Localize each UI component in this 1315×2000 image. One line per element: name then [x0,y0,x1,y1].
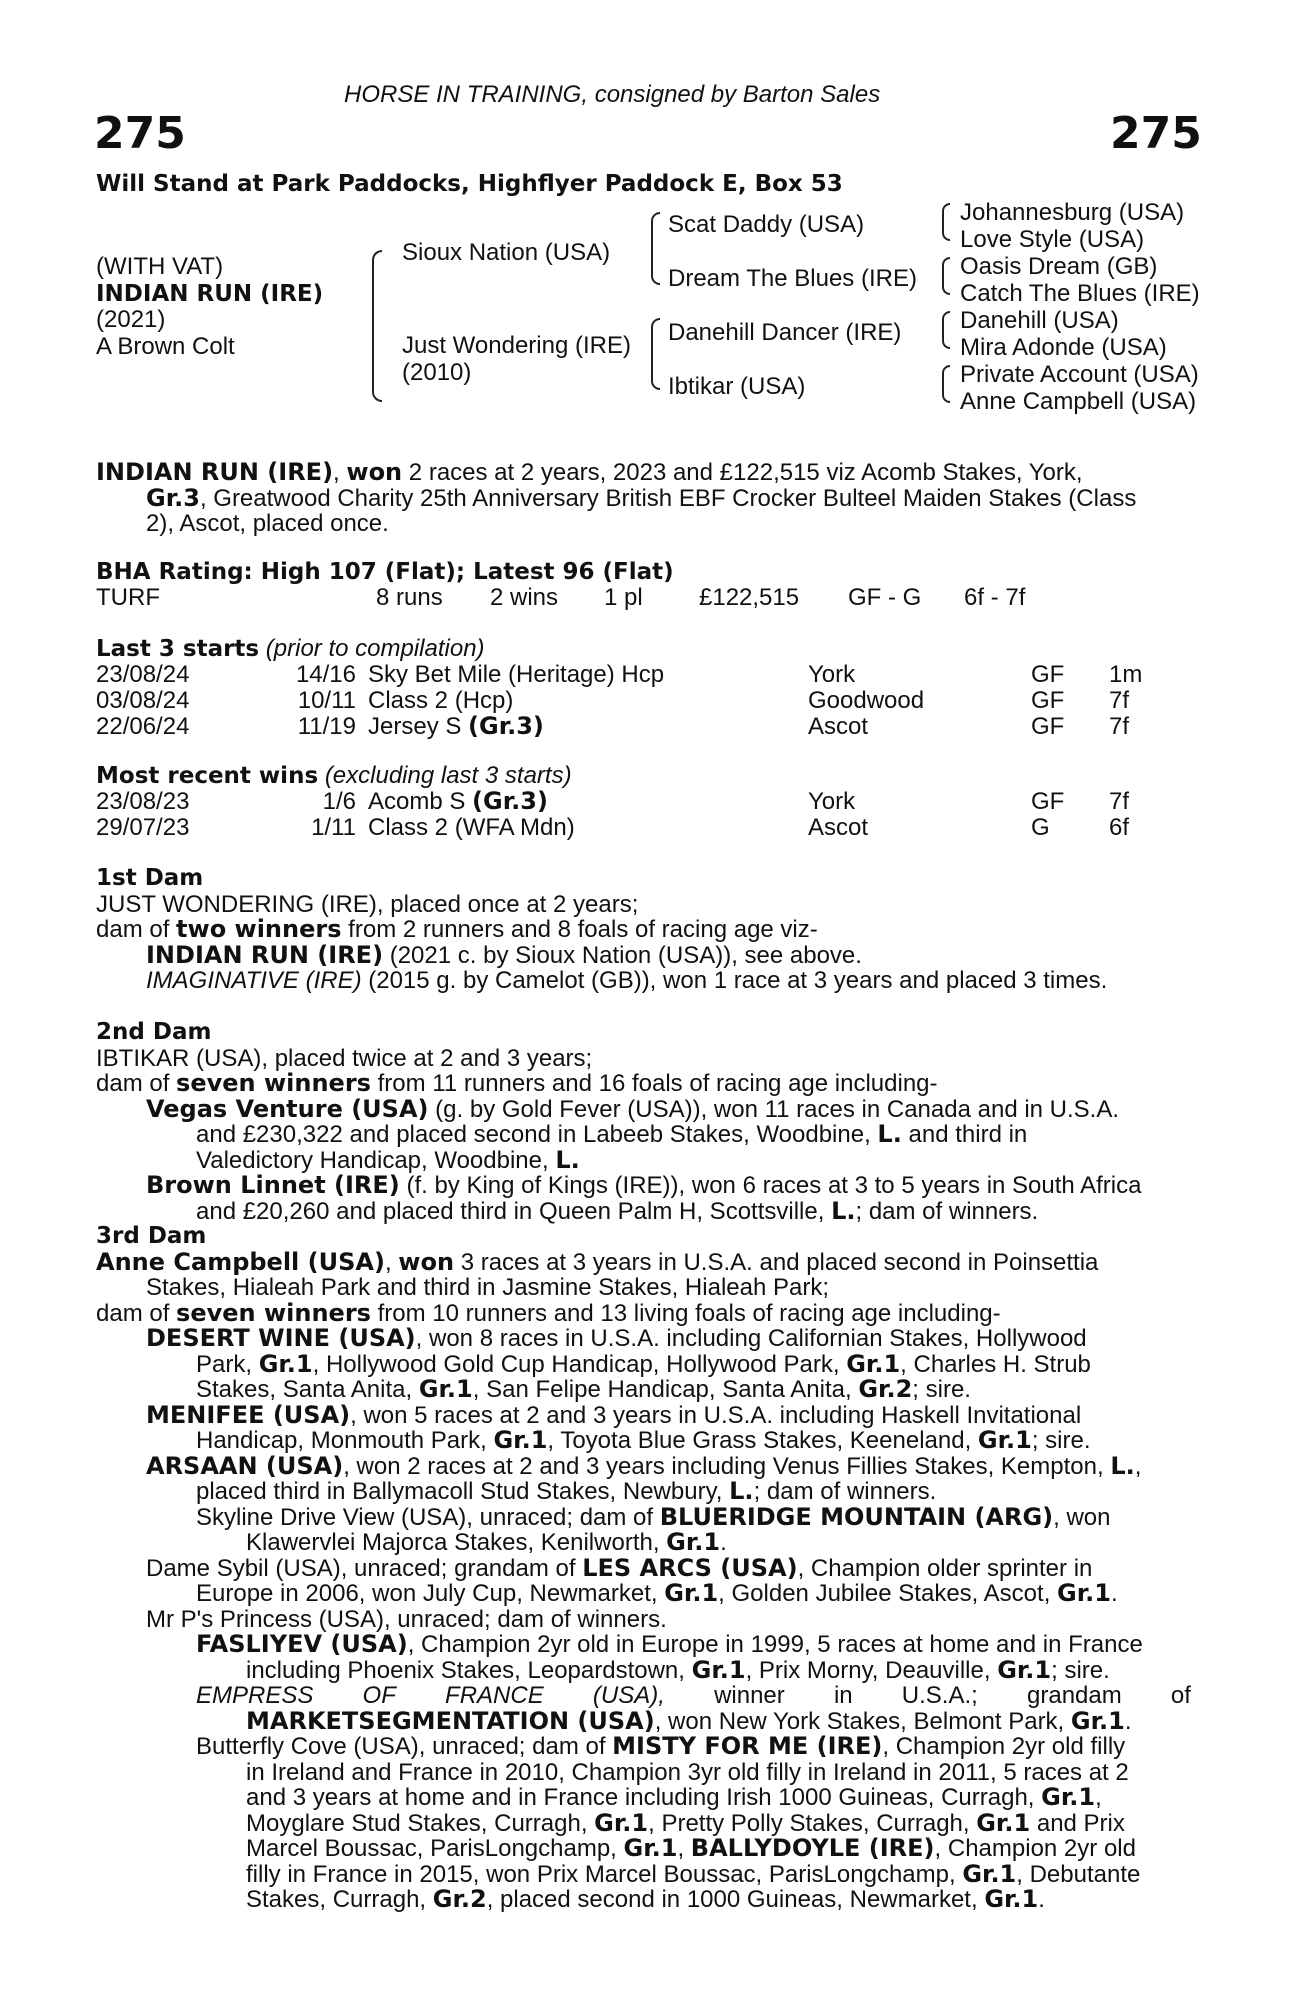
produce-name: BLUERIDGE MOUNTAIN (ARG) [659,1502,1054,1531]
race-name: Class 2 (WFA Mdn) [368,814,575,841]
stat-surface: TURF [96,584,160,611]
text: Valedictory Handicap, Woodbine, [196,1146,556,1174]
race-name: Class 2 (Hcp) [368,687,514,714]
produce-name: DESERT WINE (USA) [146,1324,416,1352]
text: , San Felipe Handicap, Santa Anita, [472,1376,859,1403]
produce-name: FASLIYEV (USA) [196,1630,408,1658]
last3-table [96,662,1196,742]
race-position [311,814,575,841]
text: from 11 runners and 16 foals of racing age including- [370,1070,938,1097]
text: (2015 g. by Camelot (GB)), won 1 race at 3 years and placed 3 times. [361,967,1108,994]
grade-label: Gr.1 [594,1808,649,1837]
race-course: York [808,788,856,815]
stat-runs: 8 runs [376,584,443,611]
produce-name: INDIAN RUN (IRE) [146,940,384,969]
text: , Champion 2yr old in Europe in 1999, 5 races at home and in France [407,1631,1143,1658]
produce-entry [96,940,1191,969]
pedigree-brace [372,325,382,402]
race-distance: 7f [1109,788,1130,815]
grade-label: Gr.1 [1041,1783,1096,1811]
text: , placed second in 1000 Guineas, Newmarket, [486,1886,985,1913]
grade-label: L. [831,1196,856,1225]
race-course: Goodwood [808,687,925,714]
produce-entry [96,1145,1191,1174]
race-name: Jersey S [368,713,469,740]
grade-label: Gr.2 [432,1885,487,1913]
last3-note: (prior to compilation) [265,635,485,662]
text: dam of [96,1299,177,1327]
text: placed third in Ballymacoll Stud Stakes, Newbury, [196,1478,730,1505]
word: (USA), [592,1682,665,1709]
text: Europe in 2006, won July Cup, Newmarket, [196,1580,665,1607]
pedigree-sire-sire: Scat Daddy (USA) [668,211,865,238]
text: dam of [96,916,177,943]
pedigree-gen3 [960,199,1200,415]
recent-note: (excluding last 3 starts) [324,762,572,789]
text: , Toyota Blue Grass Stakes, Keeneland, [547,1427,978,1454]
text: dam of [96,1070,177,1097]
first-dam-title: 1st Dam [96,865,204,891]
pedigree-sire-dam: Dream The Blues (IRE) [668,265,917,292]
text: Moyglare Stud Stakes, Curragh, [246,1809,595,1837]
produce-entry [96,1706,1191,1735]
recent-heading [96,763,572,790]
recent-table [96,789,1196,843]
text: including Phoenix Stakes, Leopardstown, [246,1656,692,1684]
grade-label: Gr.1 [493,1426,548,1454]
grade-label: Gr.1 [691,1655,746,1684]
pedigree-brace [651,352,660,390]
text: Handicap, Monmouth Park, [196,1427,494,1454]
grade-label: Gr.1 [997,1655,1052,1684]
text: . [1124,1707,1132,1735]
grade-label: Gr.1 [666,1528,721,1556]
grade-label: Gr.2 [858,1375,913,1403]
text: filly in France in 2015, won Prix Marcel Boussac, ParisLongchamp, [246,1860,963,1888]
produce-entry [96,1887,1191,1913]
pedigree-ssd: Love Style (USA) [960,226,1145,253]
summary-line [96,483,1191,512]
text: Park, [196,1350,259,1378]
race-date: 23/08/24 [96,661,190,688]
race-name: Sky Bet Mile (Heritage) Hcp [368,661,665,688]
text: Skyline Drive View (USA), unraced; dam of [196,1503,660,1531]
grade-label: Gr.1 [962,1859,1017,1888]
race-position [297,687,514,714]
pedigree-sdd: Catch The Blues (IRE) [960,280,1200,307]
text: Stakes, Curragh, [246,1886,433,1913]
text: , Champion 2yr old filly [882,1733,1126,1760]
recent-title: Most recent wins [96,763,319,789]
word: FRANCE [445,1682,544,1709]
text: from 10 runners and 13 living foals of racing age including- [370,1299,1001,1327]
finish-position: 1/6 [322,788,356,815]
produce-entry [96,1400,1191,1429]
text: , [677,1835,691,1862]
text: , won 2 races at 2 and 3 years including Venus Fillies Stakes, Kempton, [343,1452,1111,1480]
grade-label: L. [877,1120,902,1148]
second-dam-title: 2nd Dam [96,1019,212,1045]
second-dam-section [96,1020,1191,1224]
pedigree-brace [942,328,950,349]
produce-entry [96,1349,1191,1378]
pedigree-brace [651,318,660,354]
produce-name: MENIFEE (USA) [146,1400,351,1429]
produce-name: Vegas Venture (USA) [146,1094,429,1123]
word: EMPRESS [196,1682,314,1709]
produce-entry [96,1094,1191,1123]
text: Butterfly Cove (USA), unraced; dam of [196,1733,613,1760]
lot-number-left: 275 [94,108,186,159]
text: , Champion older sprinter in [797,1554,1093,1582]
third-dam-line: Anne Campbell (USA), won 3 races at 3 years in U.S.A. and placed second in Poinsettia [96,1247,1099,1276]
produce-name: IMAGINATIVE (IRE) [146,967,362,994]
text: and third in [901,1121,1028,1148]
produce-entry [96,1530,1191,1556]
pedigree-dam: Just Wondering (IRE) [402,332,631,359]
produce-entry [96,1122,1191,1148]
stat-going: GF - G [848,584,922,611]
grade-label: Gr.1 [984,1885,1039,1913]
grade-label: Gr.1 [846,1349,901,1378]
text: and 3 years at home and in France including Irish 1000 Guineas, Curragh, [246,1784,1042,1811]
race-name: Acomb S [368,788,473,815]
pedigree-sds: Oasis Dream (GB) [960,253,1158,280]
text: , Champion 2yr old [934,1835,1136,1862]
pedigree-brace [372,250,382,327]
first-dam-section [96,866,1191,994]
produce-name: MARKETSEGMENTATION (USA) [246,1706,655,1735]
horse-year: (2021) [96,306,166,333]
race-date: 23/08/23 [96,788,190,815]
race-position [322,787,548,815]
pedigree-dam-dam: Ibtikar (USA) [668,373,806,400]
text: , won [1053,1503,1111,1531]
race-summary [96,460,1191,537]
text: , Pretty Polly Stakes, Curragh, [648,1809,977,1837]
summary-text-2: , Greatwood Charity 25th Anniversary British EBF Crocker Bulteel Maiden Stakes (Class [199,484,1137,512]
text: and Prix [1030,1809,1125,1837]
pedigree-dam-year: (2010) [402,359,472,386]
grade-label: Gr.1 [1070,1706,1125,1735]
word: OF [362,1682,396,1709]
text: (g. by Gold Fever (USA)), won 11 races in Canada and in U.S.A. [428,1095,1120,1123]
produce-entry [96,1377,1191,1403]
last3-heading [96,636,485,663]
finish-position: 10/11 [297,687,356,714]
pedigree-brace [942,274,950,295]
text: ; sire. [1031,1427,1091,1454]
word: U.S.A.; [901,1682,978,1709]
text: , won 5 races at 2 and 3 years in U.S.A. including Haskell Invitational [350,1401,1082,1429]
race-going: GF [1031,687,1065,714]
text: , [1134,1452,1142,1480]
text: ; dam of winners. [753,1478,937,1505]
race-row [96,688,1196,714]
race-position [295,661,665,688]
produce-entry [96,1479,1191,1505]
summary-line [96,460,1191,486]
stat-wins: 2 wins [490,584,559,611]
pedigree-brace [942,220,950,241]
text-bold: seven winners [176,1069,371,1097]
second-dam-line: IBTIKAR (USA), placed twice at 2 and 3 years; [96,1044,593,1072]
pedigree-dss: Danehill (USA) [960,307,1119,334]
race-distance: 1m [1109,661,1143,688]
grade-label: Gr.1 [418,1375,473,1403]
produce-entry [96,1859,1191,1888]
text: Marcel Boussac, ParisLongchamp, [246,1835,624,1862]
horse-name: INDIAN RUN (IRE) [96,280,324,307]
produce-entry [96,1683,1191,1709]
produce-entry [96,1836,1191,1862]
text: , won New York Stakes, Belmont Park, [654,1707,1071,1735]
produce-entry [96,968,1191,994]
text: (2021 c. by Sioux Nation (USA)), see above. [383,941,862,969]
produce-entry [96,1173,1191,1199]
stand-location: Will Stand at Park Paddocks, Highflyer Paddock E, Box 53 [96,171,843,197]
race-date: 22/06/24 [96,713,190,740]
text: , won 8 races in U.S.A. including Californian Stakes, Hollywood [415,1325,1087,1352]
rating-title: BHA Rating: High 107 (Flat); Latest 96 (Flat) [96,559,674,585]
word: in [833,1682,853,1709]
grade-label: L. [1110,1451,1135,1480]
text-bold: two winners [176,915,342,943]
race-row [96,789,1196,815]
text-bold: seven winners [176,1298,371,1327]
pedigree-sss: Johannesburg (USA) [960,199,1185,226]
produce-entry [96,1785,1191,1811]
finish-position: 14/16 [295,661,356,688]
word: winner [714,1682,785,1709]
pedigree-brace [651,212,660,247]
stat-earnings: £122,515 [699,584,800,611]
pedigree-dam-sire: Danehill Dancer (IRE) [668,319,902,346]
grade-label: L. [729,1477,754,1505]
grade-label: Gr.1 [258,1349,313,1378]
race-going: GF [1031,661,1065,688]
race-going: GF [1031,713,1065,740]
produce-name: MISTY FOR ME (IRE) [612,1732,883,1760]
grade-label: Gr.1 [664,1579,719,1607]
produce-entry [96,1632,1191,1658]
text: . [1110,1580,1118,1607]
run-statistics [96,585,1196,611]
text: , Prix Morny, Deauville, [745,1656,998,1684]
race-going: G [1031,814,1050,841]
text: , Charles H. Strub [900,1350,1091,1378]
grade-label: Gr.1 [1057,1579,1111,1607]
race-distance: 7f [1109,687,1130,714]
race-course: Ascot [808,713,869,740]
first-dam-line [96,917,1191,943]
pedigree-sire: Sioux Nation (USA) [402,239,611,266]
grade-label: Gr.3 [146,483,200,512]
text: 3 races at 3 years in U.S.A. and placed second in Poinsettia [454,1248,1099,1276]
summary-line-1: INDIAN RUN (IRE), won 2 races at 2 years, 2023 and £122,515 viz Acomb Stakes, York, [96,458,1083,486]
text: ; dam of winners. [855,1197,1039,1225]
produce-entry: in Ireland and France in 2010, Champion 3yr old filly in Ireland in 2011, 5 races at 2 [246,1758,1129,1786]
third-dam-title: 3rd Dam [96,1223,207,1249]
text: , Golden Jubilee Stakes, Ascot, [718,1580,1058,1607]
race-row [96,815,1196,841]
pedigree-brace [942,382,950,403]
text: and £20,260 and placed third in Queen Palm H, Scottsville, [196,1197,832,1225]
produce-entry [96,1428,1191,1454]
text: Klawervlei Majorca Stakes, Kenilworth, [246,1529,667,1556]
text: . [1038,1886,1045,1913]
race-date: 29/07/23 [96,814,190,841]
vat-note: (WITH VAT) [96,253,224,280]
produce-entry [96,1196,1191,1225]
race-position [297,712,544,740]
stat-distance: 6f - 7f [964,584,1026,611]
produce-name: BALLYDOYLE (IRE) [690,1834,935,1862]
text: from 2 runners and 8 foals of racing age viz- [341,916,818,943]
race-grade: (Gr.3) [468,712,544,740]
pedigree-ddd: Anne Campbell (USA) [960,388,1197,415]
summary-horse-name: INDIAN RUN (IRE) [96,458,334,486]
text: Stakes, Santa Anita, [196,1376,419,1403]
grade-label: L. [555,1145,580,1174]
second-dam-line [96,1071,1191,1097]
race-course: Ascot [808,814,869,841]
text: (f. by King of Kings (IRE)), won 6 races at 3 to 5 years in South Africa [399,1172,1142,1199]
produce-name: LES ARCS (USA) [582,1553,798,1582]
finish-position: 1/11 [311,814,356,841]
summary-text-1: 2 races at 2 years, 2023 and £122,515 viz Acomb Stakes, York, [402,459,1083,486]
text-bold: won [398,1247,455,1276]
produce-entry [96,1502,1191,1531]
grade-label: Gr.1 [976,1808,1031,1837]
first-dam-line: JUST WONDERING (IRE), placed once at 2 years; [96,890,639,918]
text: Dame Sybil (USA), unraced; grandam of [146,1554,583,1582]
text: , Hollywood Gold Cup Handicap, Hollywood Park, [312,1350,847,1378]
pedigree-dsd: Mira Adonde (USA) [960,334,1167,361]
third-dam-line: Stakes, Hialeah Park and third in Jasmine Stakes, Hialeah Park; [146,1274,830,1301]
text: . [720,1529,727,1556]
third-dam-line [96,1298,1191,1327]
produce-entry [96,1734,1191,1760]
produce-entry [96,1451,1191,1480]
produce-entry [96,1326,1191,1352]
produce-entry [96,1581,1191,1607]
race-distance: 7f [1109,713,1130,740]
race-distance: 6f [1109,814,1130,841]
text: ; sire. [912,1376,971,1403]
grade-label: Gr.1 [623,1834,678,1862]
horse-description: A Brown Colt [96,332,235,360]
summary-won: won [346,458,403,486]
last3-title: Last 3 starts [96,636,260,662]
text: , Debutante [1016,1860,1141,1888]
word: grandam [1027,1682,1122,1709]
race-row [96,662,1196,688]
produce-entry [96,1808,1191,1837]
pedigree-dds: Private Account (USA) [960,361,1199,388]
grade-label: Gr.1 [977,1426,1032,1454]
produce-entry: Mr P's Princess (USA), unraced; dam of winners. [146,1605,667,1633]
stat-placed: 1 pl [604,584,643,611]
finish-position: 11/19 [297,713,356,740]
lot-number-right: 275 [1110,108,1202,159]
pedigree-brace [651,245,660,285]
text: ; sire. [1051,1656,1110,1684]
race-row [96,714,1196,740]
produce-entry [96,1655,1191,1684]
consignor-heading: HORSE IN TRAINING, consigned by Barton Sales [344,81,881,108]
race-date: 03/08/24 [96,687,190,714]
horse-identity [96,254,323,360]
produce-entry [96,1553,1191,1582]
race-going: GF [1031,788,1065,815]
produce-name: Brown Linnet (IRE) [146,1171,400,1199]
dam-name: Anne Campbell (USA) [96,1247,385,1276]
word: of [1170,1682,1191,1709]
race-grade: (Gr.3) [472,787,548,815]
third-dam-section [96,1224,1191,1913]
summary-line: 2), Ascot, placed once. [146,510,389,537]
text: and £230,322 and placed second in Labeeb Stakes, Woodbine, [196,1121,878,1148]
produce-name: ARSAAN (USA) [146,1451,344,1480]
text: , [1095,1784,1102,1811]
race-course: York [808,661,856,688]
